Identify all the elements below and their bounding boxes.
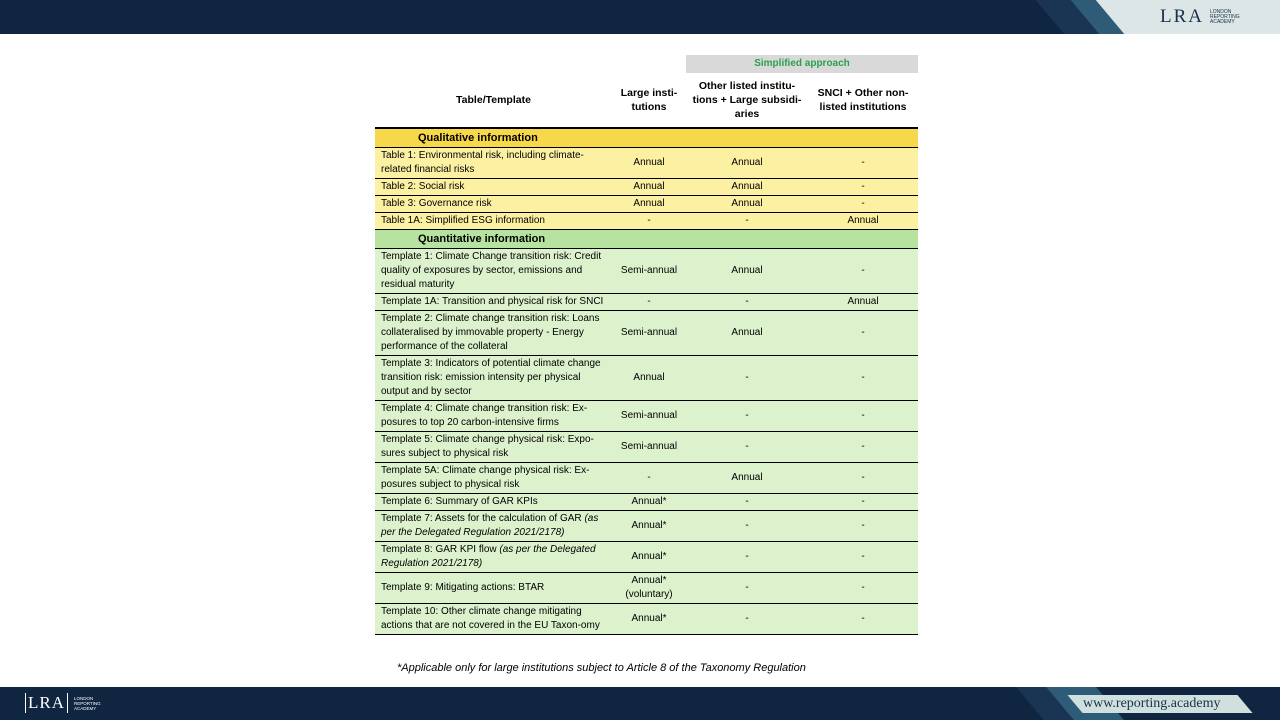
cell-other: -: [686, 432, 808, 463]
cell-snci: -: [808, 573, 918, 604]
cell-other: -: [686, 356, 808, 401]
cell-snci: -: [808, 311, 918, 356]
cell-snci: -: [808, 604, 918, 635]
table-row: [375, 148, 918, 179]
cell-other: Annual: [686, 179, 808, 196]
row-label: Template 2: Climate change transition risk: Loans collateralised by immovable property - Energy performance of the collateral: [375, 311, 612, 356]
cell-large: Semi-annual: [612, 311, 686, 356]
row-label: Template 6: Summary of GAR KPIs: [375, 494, 612, 511]
table-row: [375, 542, 918, 573]
top-banner: [0, 0, 1280, 34]
table-row: [375, 494, 918, 511]
column-header-template: Table/Template: [375, 73, 612, 128]
cell-other: -: [686, 401, 808, 432]
table-row: [375, 249, 918, 294]
cell-large: Annual: [612, 179, 686, 196]
table-row: [375, 196, 918, 213]
cell-snci: -: [808, 432, 918, 463]
table-row: [375, 511, 918, 542]
cell-snci: -: [808, 249, 918, 294]
cell-other: -: [686, 213, 808, 230]
row-label-italic: (as per the Delegated Regulation 2021/2178): [381, 544, 596, 569]
cell-large: -: [612, 213, 686, 230]
cell-large: Semi-annual: [612, 432, 686, 463]
cell-other: -: [686, 542, 808, 573]
cell-large: Semi-annual: [612, 401, 686, 432]
cell-other: Annual: [686, 148, 808, 179]
table-row: [375, 213, 918, 230]
logo-mark: LRA: [1160, 6, 1204, 27]
footnote: *Applicable only for large institutions subject to Article 8 of the Taxonomy Regulation: [397, 662, 806, 674]
cell-large: -: [612, 463, 686, 494]
cell-large: Semi-annual: [612, 249, 686, 294]
cell-snci: Annual: [808, 213, 918, 230]
cell-large: Annual* (voluntary): [612, 573, 686, 604]
table-row: [375, 401, 918, 432]
cell-other: -: [686, 604, 808, 635]
logo-subtitle: LONDON REPORTING ACADEMY: [74, 695, 101, 711]
lra-logo: [1160, 6, 1246, 28]
lra-logo: [25, 693, 106, 713]
cell-snci: -: [808, 179, 918, 196]
column-header-large: Large insti-tutions: [612, 73, 686, 128]
row-label-italic: (as per the Delegated Regulation 2021/2178): [381, 513, 599, 538]
table-row: [375, 432, 918, 463]
row-label-text: Template 7: Assets for the calculation of GAR: [381, 513, 585, 524]
cell-other: Annual: [686, 311, 808, 356]
blank-cell: [375, 55, 612, 73]
cell-large: Annual*: [612, 511, 686, 542]
row-label: [375, 511, 612, 542]
cell-other: Annual: [686, 249, 808, 294]
row-label-text: Template 8: GAR KPI flow: [381, 544, 500, 555]
cell-snci: -: [808, 356, 918, 401]
esg-disclosure-table: [375, 55, 918, 635]
cell-other: -: [686, 573, 808, 604]
section-header-qualitative: Qualitative information: [375, 128, 612, 148]
cell-snci: -: [808, 511, 918, 542]
cell-snci: -: [808, 196, 918, 213]
row-label: Table 2: Social risk: [375, 179, 612, 196]
cell-other: Annual: [686, 196, 808, 213]
row-label: Template 5A: Climate change physical risk: Ex-posures subject to physical risk: [375, 463, 612, 494]
simplified-approach-header: Simplified approach: [686, 55, 918, 73]
column-header-other-listed: Other listed institu-tions + Large subsidi-aries: [686, 73, 808, 128]
cell-snci: -: [808, 148, 918, 179]
cell-large: -: [612, 294, 686, 311]
bottom-banner: [0, 687, 1280, 720]
esg-disclosure-table-wrap: [375, 55, 918, 635]
section-header-quantitative: Quantitative information: [375, 230, 612, 249]
row-label: Template 1A: Transition and physical risk for SNCI: [375, 294, 612, 311]
logo-subtitle: LONDON REPORTING ACADEMY: [1210, 8, 1240, 25]
table-row: [375, 356, 918, 401]
table-row: [375, 604, 918, 635]
cell-large: Annual*: [612, 494, 686, 511]
table-row: [375, 311, 918, 356]
column-header-snci: SNCI + Other non-listed institutions: [808, 73, 918, 128]
cell-other: Annual: [686, 463, 808, 494]
cell-other: -: [686, 511, 808, 542]
row-label: Template 4: Climate change transition risk: Ex-posures to top 20 carbon-intensive firms: [375, 401, 612, 432]
cell-snci: -: [808, 401, 918, 432]
cell-large: Annual: [612, 196, 686, 213]
table-row: [375, 179, 918, 196]
row-label: Table 1: Environmental risk, including climate-related financial risks: [375, 148, 612, 179]
table-row: [375, 294, 918, 311]
logo-mark: LRA: [25, 693, 68, 713]
cell-large: Annual: [612, 148, 686, 179]
cell-large: Annual*: [612, 542, 686, 573]
cell-large: Annual*: [612, 604, 686, 635]
cell-other: -: [686, 294, 808, 311]
table-row: [375, 573, 918, 604]
row-label: Template 9: Mitigating actions: BTAR: [375, 573, 612, 604]
row-label: Template 3: Indicators of potential climate change transition risk: emission intensity per physical output and by sector: [375, 356, 612, 401]
row-label: Template 10: Other climate change mitigating actions that are not covered in the EU Taxon-omy: [375, 604, 612, 635]
row-label: Table 1A: Simplified ESG information: [375, 213, 612, 230]
row-label: Table 3: Governance risk: [375, 196, 612, 213]
row-label: [375, 542, 612, 573]
blank-cell: [612, 55, 686, 73]
table-row: [375, 463, 918, 494]
cell-other: -: [686, 494, 808, 511]
cell-large: Annual: [612, 356, 686, 401]
cell-snci: Annual: [808, 294, 918, 311]
cell-snci: -: [808, 463, 918, 494]
website-link[interactable]: www.reporting.academy: [1083, 696, 1221, 711]
cell-snci: -: [808, 494, 918, 511]
row-label: Template 1: Climate Change transition risk: Credit quality of exposures by sector, emissions and residual maturity: [375, 249, 612, 294]
cell-snci: -: [808, 542, 918, 573]
row-label: Template 5: Climate change physical risk: Expo-sures subject to physical risk: [375, 432, 612, 463]
